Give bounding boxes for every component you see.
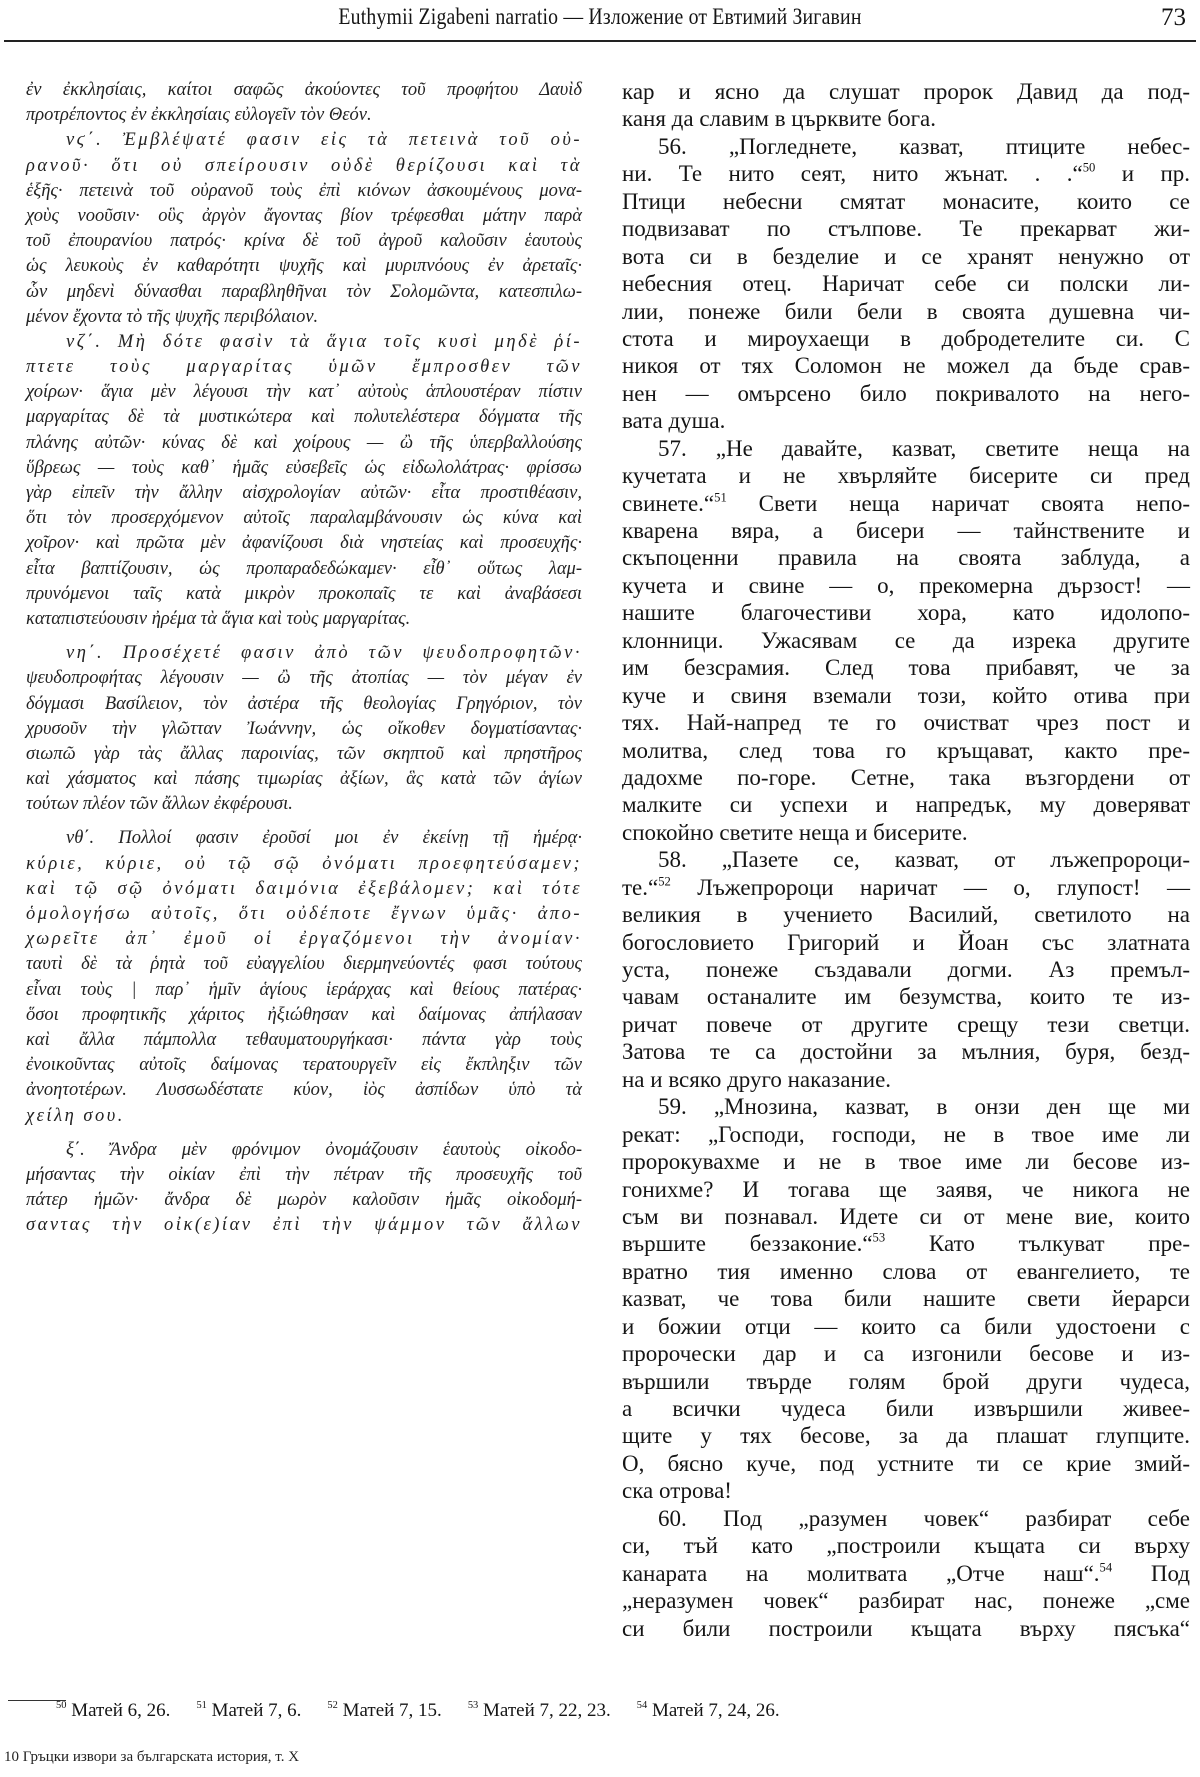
text-line: [26, 1188, 582, 1213]
footnote-number: 51: [196, 1700, 207, 1712]
text-line: [622, 1560, 1190, 1587]
bulgarian-translation-column: [622, 78, 1190, 1642]
running-title: Euthymii Zigabeni narratio — Изложение от Евтимий Зигавин: [338, 4, 862, 29]
line-text: ἐνοικοῦντας αὐτοῖς δαίμονας τερατουργεῖν εἰς ἔκπληξιν τῶν: [26, 1055, 582, 1076]
line-text: уста, понеже създавали догми. Аз премъл-: [622, 957, 1190, 982]
footnote: [196, 1700, 301, 1721]
text-line: [26, 952, 582, 977]
text-line: [622, 435, 1190, 462]
line-text: ὅτι τὸν προσερχόμενον αὐτοῖς παραλαμβάνουσιν ὡς κύνα καὶ: [26, 508, 582, 529]
line-text: σαντας τὴν οἰκ(ε)ίαν ἐπὶ τὴν ψάμμον τῶν ἄλλων: [26, 1215, 582, 1236]
text-line: [26, 380, 582, 405]
line-text: вата душа.: [622, 408, 726, 434]
text-line: [26, 481, 582, 506]
text-line: [622, 1066, 1190, 1093]
text-line: [622, 407, 1190, 434]
line-text: πρυνόμενοι ταῖς κατὰ μικρὸν προκοπαῖς τε καὶ ἀναβάσεσι: [26, 583, 582, 604]
line-text: каня да славим в църквите бога.: [622, 106, 936, 132]
footnote-marker: 52: [658, 874, 671, 889]
footnote-number: 53: [467, 1700, 479, 1712]
line-text: скъпоценни правила на своята заблуда, а: [622, 545, 1190, 571]
text-line: [26, 154, 582, 179]
text-line: [622, 901, 1190, 928]
line-text: ὧν μηδενὶ δύνασθαι παραβληθῆναι τὸν Σολομῶντα, κατεσπιλω-: [26, 281, 582, 302]
line-text: „неразумен човек“ разбират нас, понеже „сме: [622, 1588, 1190, 1614]
text-line: [26, 506, 582, 531]
text-line: [26, 607, 582, 632]
text-line: [622, 1093, 1190, 1120]
line-text: великия в учението Василий, светилото на: [622, 902, 1190, 928]
printer-signature: 10 Гръцки извори за българската история, т. X: [4, 1749, 300, 1765]
text-line: [622, 1587, 1190, 1614]
line-text-continued: Като тълкуват пре-: [885, 1231, 1190, 1257]
line-text: μαργαρίτας δὲ τὰ μυστικώτερα καὶ πολυτελέστερα δόγματα τῆς: [26, 407, 582, 428]
line-text: спокойно светите неща и бисерите.: [622, 819, 968, 845]
text-line: [622, 1422, 1190, 1449]
line-text: небесния отец. Наричат себе си полски ли-: [622, 271, 1190, 297]
line-text: χείλη σου.: [26, 1105, 125, 1126]
text-line: [622, 956, 1190, 983]
text-line: [622, 709, 1190, 736]
line-text: клонници. Ужасявам се да изрека другите: [622, 627, 1190, 653]
line-text: свинете.“: [622, 490, 715, 516]
text-line: [622, 572, 1190, 599]
line-text: χοῖρον· καὶ πρῶτα μὲν ἀφανίζουσι διὰ νηστείας καὶ προσευχῆς·: [26, 533, 582, 554]
footnote-marker: 51: [714, 490, 727, 505]
line-text: на и всяко друго наказание.: [622, 1066, 892, 1092]
text-line: [622, 791, 1190, 818]
line-text: нашите благочестиви хора, като идолопо-: [622, 600, 1190, 626]
text-line: [622, 819, 1190, 846]
line-text: и божии отци — които са били удостоени с: [622, 1313, 1190, 1339]
line-text: καὶ ἄλλα πάμπολλα τεθαυματουργήκασι· πάντα γὰρ τοὺς: [26, 1029, 582, 1050]
line-text: вратно тия именно слова от евангелието, те: [622, 1258, 1190, 1284]
text-line: [26, 978, 582, 1003]
text-line: [26, 1104, 582, 1129]
text-line: [26, 355, 582, 380]
line-text: ρανοῦ· ὅτι οὐ σπείρουσιν οὐδὲ θερίζουσι καὶ τὰ: [26, 155, 582, 176]
text-line: [622, 627, 1190, 654]
text-line: [622, 1615, 1190, 1642]
line-text: богословието Григорий и Йоан със златната: [622, 929, 1190, 955]
text-line: [622, 737, 1190, 764]
line-text: χοίρων· ἅγια μὲν λέγουσι τὴν κατ᾿ αὐτοὺς ἁπλουστέραν πίστιν: [26, 382, 582, 403]
line-text: χρυσοῦν τὴν γλῶτταν Ἰωάννην, ὡς οἴκοθεν δογματίσαντας·: [26, 718, 582, 739]
line-text: μένον ἔχοντα τὸ τῆς ψυχῆς περιβόλαιον.: [26, 306, 319, 327]
text-line: [26, 305, 582, 330]
text-line: [622, 1313, 1190, 1340]
text-line: [622, 490, 1190, 517]
text-line: [26, 792, 582, 817]
text-line: [622, 133, 1190, 160]
line-text: προτρέποντος ἐν ἐκκλησίαις εὐλογεῖν τὸν Θεόν.: [26, 105, 372, 126]
line-text: κύριε, κύριε, οὐ τῷ σῷ ὀνόματι προεφητεύσαμεν;: [26, 853, 582, 874]
footnote: [637, 1700, 780, 1721]
line-text: казват, че това били нашите свети йерарси: [622, 1286, 1190, 1312]
text-line: [26, 204, 582, 229]
running-header: [0, 2, 1200, 36]
text-line: [26, 852, 582, 877]
text-line: [26, 767, 582, 792]
text-line: [622, 544, 1190, 571]
footnote-number: 54: [636, 1700, 648, 1712]
text-line: [622, 1285, 1190, 1312]
line-text: 58. „Пазете се, казват, от лъжепророци-: [658, 847, 1190, 873]
line-text: ἀνοητοτέρων. Λυσσωδέστατε κύον, ἰὸς ἀσπίδων ὑπὸ τὰ: [26, 1080, 582, 1101]
line-text: канарата на молитвата „Отче наш“.: [622, 1560, 1100, 1586]
text-line: [26, 666, 582, 691]
text-line: [622, 1148, 1190, 1175]
line-text: си били построили къщата върху пясъка“: [622, 1615, 1190, 1641]
text-line: [622, 105, 1190, 132]
greek-text-column: [26, 78, 582, 1238]
text-line: [26, 1053, 582, 1078]
line-text: ричат повече от другите срещу тези светци.: [622, 1011, 1190, 1037]
line-text: кар и ясно да слушат пророк Давид да под-: [622, 79, 1190, 104]
footnote: [56, 1700, 170, 1721]
footnote-number: 52: [327, 1700, 338, 1712]
text-line: [26, 742, 582, 767]
text-line: [622, 1505, 1190, 1532]
text-line: [622, 929, 1190, 956]
line-text: кучета и свине — о, прекомерна дързост! —: [622, 572, 1190, 598]
text-line: [26, 431, 582, 456]
text-line: [26, 1163, 582, 1188]
line-text: μήσαντας τὴν οἰκίαν ἐπὶ τὴν πέτραν τῆς προσευχῆς τοῦ: [26, 1164, 582, 1185]
line-text: ὁμολογήσω αὐτοῖς, ὅτι οὐδέποτε ἔγνων ὑμᾶς· ἀπο-: [26, 904, 582, 924]
line-text: νη΄. Προσέχετέ φασιν ἀπὸ τῶν ψευδοπροφητῶν·: [66, 643, 582, 664]
text-line: [26, 103, 582, 128]
text-line: [622, 1450, 1190, 1477]
text-line: [622, 983, 1190, 1010]
footnotes: [56, 1700, 806, 1722]
line-text: им безсрамия. След това прибавят, че за: [622, 655, 1190, 681]
line-text: стота и мироухаещи в добродетелите си. С: [622, 325, 1190, 351]
text-line: [622, 517, 1190, 544]
line-text: καταπιστεύουσιν ἠρέμα τὰ ἅγια καὶ τοὺς μαργαρίτας.: [26, 608, 411, 629]
line-text-continued: Свети неща наричат своята непо-: [726, 490, 1190, 516]
line-text: пророкувахме и не в твое име ли бесове из-: [622, 1149, 1190, 1175]
line-text: пророчески дар и са изгонили бесове и из-: [622, 1341, 1190, 1367]
text-line: [26, 557, 582, 582]
line-text: τούτων πλέον τῶν ἄλλων ἐκφέρουσι.: [26, 794, 293, 815]
text-line: [622, 654, 1190, 681]
text-line: [622, 380, 1190, 407]
line-text: ἑξῆς· πετεινὰ τοῦ οὐρανοῦ τοὺς ἐπὶ κιόνων ἀσκουμένους μονα-: [26, 180, 582, 201]
line-text: гонихме? И тогава ще заявя, че никога не: [622, 1176, 1190, 1202]
line-text: ὅσοι προφητικῆς χάριτος ἠξιώθησαν καὶ δαίμονας ἀπήλασαν: [26, 1004, 582, 1025]
line-text: εἶναι τοὺς | παρ᾿ ἡμῖν ἁγίους ἱεράρχας καὶ θείους πατέρας·: [26, 979, 582, 1000]
text-line: [26, 927, 582, 952]
text-line: [26, 1003, 582, 1028]
line-text: съм ви познавал. Идете си от мене вие, които: [622, 1203, 1190, 1229]
text-line: [622, 599, 1190, 626]
line-text: Птици небесни смятат монасите, които се: [622, 188, 1190, 214]
text-line: [26, 254, 582, 279]
footnote: [327, 1700, 441, 1721]
text-line: [622, 188, 1190, 215]
line-text: подвизават по стълпове. Те прекарват жи-: [622, 216, 1190, 242]
text-line: [622, 682, 1190, 709]
line-text: Затова те са достойни за мълния, буря, безд-: [622, 1039, 1190, 1065]
line-text: молитва, след това го кръщават, както пре-: [622, 737, 1190, 763]
footnote-marker: 50: [1082, 160, 1096, 175]
text-line: [26, 717, 582, 742]
text-line: [26, 128, 582, 153]
text-line: [26, 1028, 582, 1053]
text-line: [622, 1011, 1190, 1038]
line-text: ξ΄. Ἄνδρα μὲν φρόνιμον ὀνομάζουσιν ἑαυτοὺς οἰκοδο-: [66, 1139, 582, 1160]
line-text: χοὺς νοοῦσιν· οὓς ἀργὸν ἄγοντας βίον τρέφεσθαι μάτην παρὰ: [26, 205, 582, 226]
text-line: [622, 1368, 1190, 1395]
text-line: [26, 229, 582, 254]
line-text: ὕβρεως — τοὺς καθ᾿ ἡμᾶς εὐσεβεῖς ὡς εἰδωλολάτρας· φρίσσω: [26, 457, 582, 478]
text-line: [26, 405, 582, 430]
text-line: [622, 1477, 1190, 1504]
text-line: [622, 1038, 1190, 1065]
line-text: νϛ΄. Ἐμβλέψατέ φασιν εἰς τὰ πετεινὰ τοῦ οὐ-: [66, 130, 582, 151]
text-line: [622, 1230, 1190, 1257]
text-line: [26, 330, 582, 355]
text-line: [622, 1340, 1190, 1367]
text-line: [622, 1395, 1190, 1422]
text-line: [622, 846, 1190, 873]
line-text: щите у тях бесове, за да плашат глупците.: [622, 1423, 1190, 1449]
line-text: ὡς λευκοὺς ἐν καθαρότητι ψυχῆς καὶ μυριπνόους ἐν ἀρεταῖς·: [26, 256, 582, 277]
line-text: τοῦ ἐπουρανίου πατρός· κρίνα δὲ τοῦ ἀγροῦ καλοῦσιν ἑαυτοὺς: [26, 231, 582, 252]
text-line: [26, 179, 582, 204]
text-line: [26, 531, 582, 556]
line-text: πτετε τοὺς μαργαρίτας ὑμῶν ἔμπροσθεν τῶν: [26, 357, 582, 378]
text-line: [622, 160, 1190, 187]
line-text-continued: и пр.: [1095, 161, 1190, 187]
line-text: γὰρ εἰπεῖν τὴν ἄλλην αἰσχρολογίαν αὐτῶν· εἶτα προστιθέασιν,: [26, 483, 582, 503]
line-text: καὶ χάσματος καὶ πάσης τιμωρίας ἀξίων, ἃς κατὰ τῶν ἁγίων: [26, 769, 582, 790]
line-text: вота си в безделие и се хранят ненужно от: [622, 243, 1190, 269]
text-line: [622, 325, 1190, 352]
text-line: [26, 582, 582, 607]
text-line: [26, 877, 582, 902]
text-line: [26, 1078, 582, 1103]
line-text: тях. Най-напред те го очистват чрез пост и: [622, 710, 1190, 736]
line-text: ни. Те нито сеят, нито жънат. . .“: [622, 161, 1083, 187]
line-text: вършите беззаконие.“: [622, 1231, 873, 1257]
text-line: [622, 243, 1190, 270]
footnote-reference: Матей 6, 26.: [71, 1700, 171, 1721]
footnote-reference: Матей 7, 6.: [211, 1700, 302, 1721]
text-line: [26, 78, 582, 103]
text-line: [622, 1121, 1190, 1148]
line-text: вършили твърде голям брой други чудеса,: [622, 1368, 1190, 1394]
line-text: нен — омърсено било покривалото на него-: [622, 380, 1190, 406]
text-line: [622, 874, 1190, 901]
text-line: [26, 1138, 582, 1163]
text-line: [622, 78, 1190, 105]
footnote-number: 50: [56, 1700, 67, 1712]
line-text: кварена вяра, а бисери — тайнствените и: [622, 518, 1190, 543]
footnote-reference: Матей 7, 24, 26.: [651, 1700, 780, 1721]
line-text: χωρεῖτε ἀπ᾿ ἐμοῦ οἱ ἐργαζόμενοι τὴν ἀνομίαν·: [26, 929, 582, 950]
line-text: 59. „Мнозина, казват, в онзи ден ще ми: [658, 1094, 1190, 1120]
line-text: куче и свиня вземали този, който отива при: [622, 682, 1190, 708]
line-text: δόγμασι Βασίλειον, τὸν ἀστέρα τῆς θεολογίας Γρηγόριον, τὸν: [26, 693, 582, 714]
line-text-continued: Лъжепророци наричат — о, глупост! —: [670, 874, 1190, 900]
text-line: [622, 462, 1190, 489]
line-text: рекат: „Господи, господи, не в твое име ли: [622, 1121, 1190, 1147]
footnote: [468, 1700, 611, 1721]
line-text: те.“: [622, 874, 659, 900]
text-line: [26, 826, 582, 851]
line-text: никоя от тях Соломон не можел да бъде срав-: [622, 353, 1190, 379]
line-text: νθ΄. Πολλοί φασιν ἐροῦσί μοι ἐν ἐκείνῃ τῇ ἡμέρᾳ·: [66, 828, 582, 849]
line-text: πλάνης αὐτῶν· κύνας δὲ καὶ χοίρους — ὢ τῆς ὑπερβαλλούσης: [26, 432, 582, 453]
line-text: νζ΄. Μὴ δότε φασὶν τὰ ἅγια τοῖς κυσὶ μηδὲ ῥί-: [66, 331, 582, 352]
line-text: πάτερ ἡμῶν· ἄνδρα δὲ μωρὸν καλοῦσιν ἡμᾶς οἰκοδομή-: [26, 1190, 582, 1211]
text-line: [622, 352, 1190, 379]
header-rule: [4, 40, 1196, 42]
text-line: [622, 298, 1190, 325]
text-line: [26, 641, 582, 666]
line-text: ἐν ἐκκλησίαις, καίτοι σαφῶς ἀκούοντες τοῦ προφήτου Δαυὶδ: [26, 80, 582, 100]
footnote-reference: Матей 7, 22, 23.: [483, 1700, 611, 1721]
text-line: [26, 1213, 582, 1238]
line-text: καὶ τῷ σῷ ὀνόματι δαιμόνια ἐξεβάλομεν; καὶ τότε: [26, 878, 582, 899]
line-text: εἶτα βαπτίζουσιν, ὡς προπαραδεδώκαμεν· εἶθ᾿ οὕτως λαμ-: [26, 558, 582, 579]
text-line: [26, 456, 582, 481]
footnote-marker: 54: [1099, 1560, 1113, 1575]
line-text: О, бясно куче, под устните ти се крие змий-: [622, 1450, 1190, 1476]
line-text: си, тъй като „построили къщата си върху: [622, 1533, 1190, 1559]
text-line: [622, 1532, 1190, 1559]
text-line: [26, 692, 582, 717]
line-text: 57. „Не давайте, казват, светите неща на: [658, 435, 1190, 461]
line-text: дадохме по-горе. Сетне, така възгордени от: [622, 764, 1190, 790]
line-text: 56. „Погледнете, казват, птиците небес-: [658, 133, 1190, 159]
page-number: 73: [1161, 4, 1186, 31]
text-line: [622, 764, 1190, 791]
line-text: лии, понеже били бели в своята душевна чи-: [622, 298, 1190, 324]
line-text: малките си успехи и напредък, му доверяват: [622, 792, 1190, 818]
line-text: ска отрова!: [622, 1478, 732, 1504]
line-text: 60. Под „разумен човек“ разбират себе: [658, 1505, 1190, 1531]
line-text-continued: Под: [1112, 1560, 1190, 1586]
text-line: [622, 1203, 1190, 1230]
line-text: кучетата и не хвърляйте бисерите си пред: [622, 463, 1190, 489]
line-text: чавам останалите им безумства, които те из-: [622, 984, 1190, 1010]
text-line: [622, 270, 1190, 297]
line-text: ταυτὶ δὲ τὰ ῥητὰ τοῦ εὐαγγελίου διερμηνεύοντές φασι τούτους: [26, 954, 582, 975]
text-line: [26, 280, 582, 305]
text-line: [622, 215, 1190, 242]
line-text: а всички чудеса били извършили живее-: [622, 1396, 1190, 1421]
text-line: [622, 1176, 1190, 1203]
line-text: ψευδοπροφήτας λέγουσιν — ὢ τῆς ἀτοπίας — τὸν μέγαν ἐν: [26, 668, 582, 689]
footnote-reference: Матей 7, 15.: [342, 1700, 442, 1721]
text-line: [622, 1258, 1190, 1285]
footnote-marker: 53: [872, 1230, 886, 1245]
line-text: σιωπῶ γὰρ τὰς ἄλλας παροινίας, τῶν σκηπτοῦ καὶ πρηστῆρος: [26, 743, 582, 764]
text-line: [26, 902, 582, 927]
